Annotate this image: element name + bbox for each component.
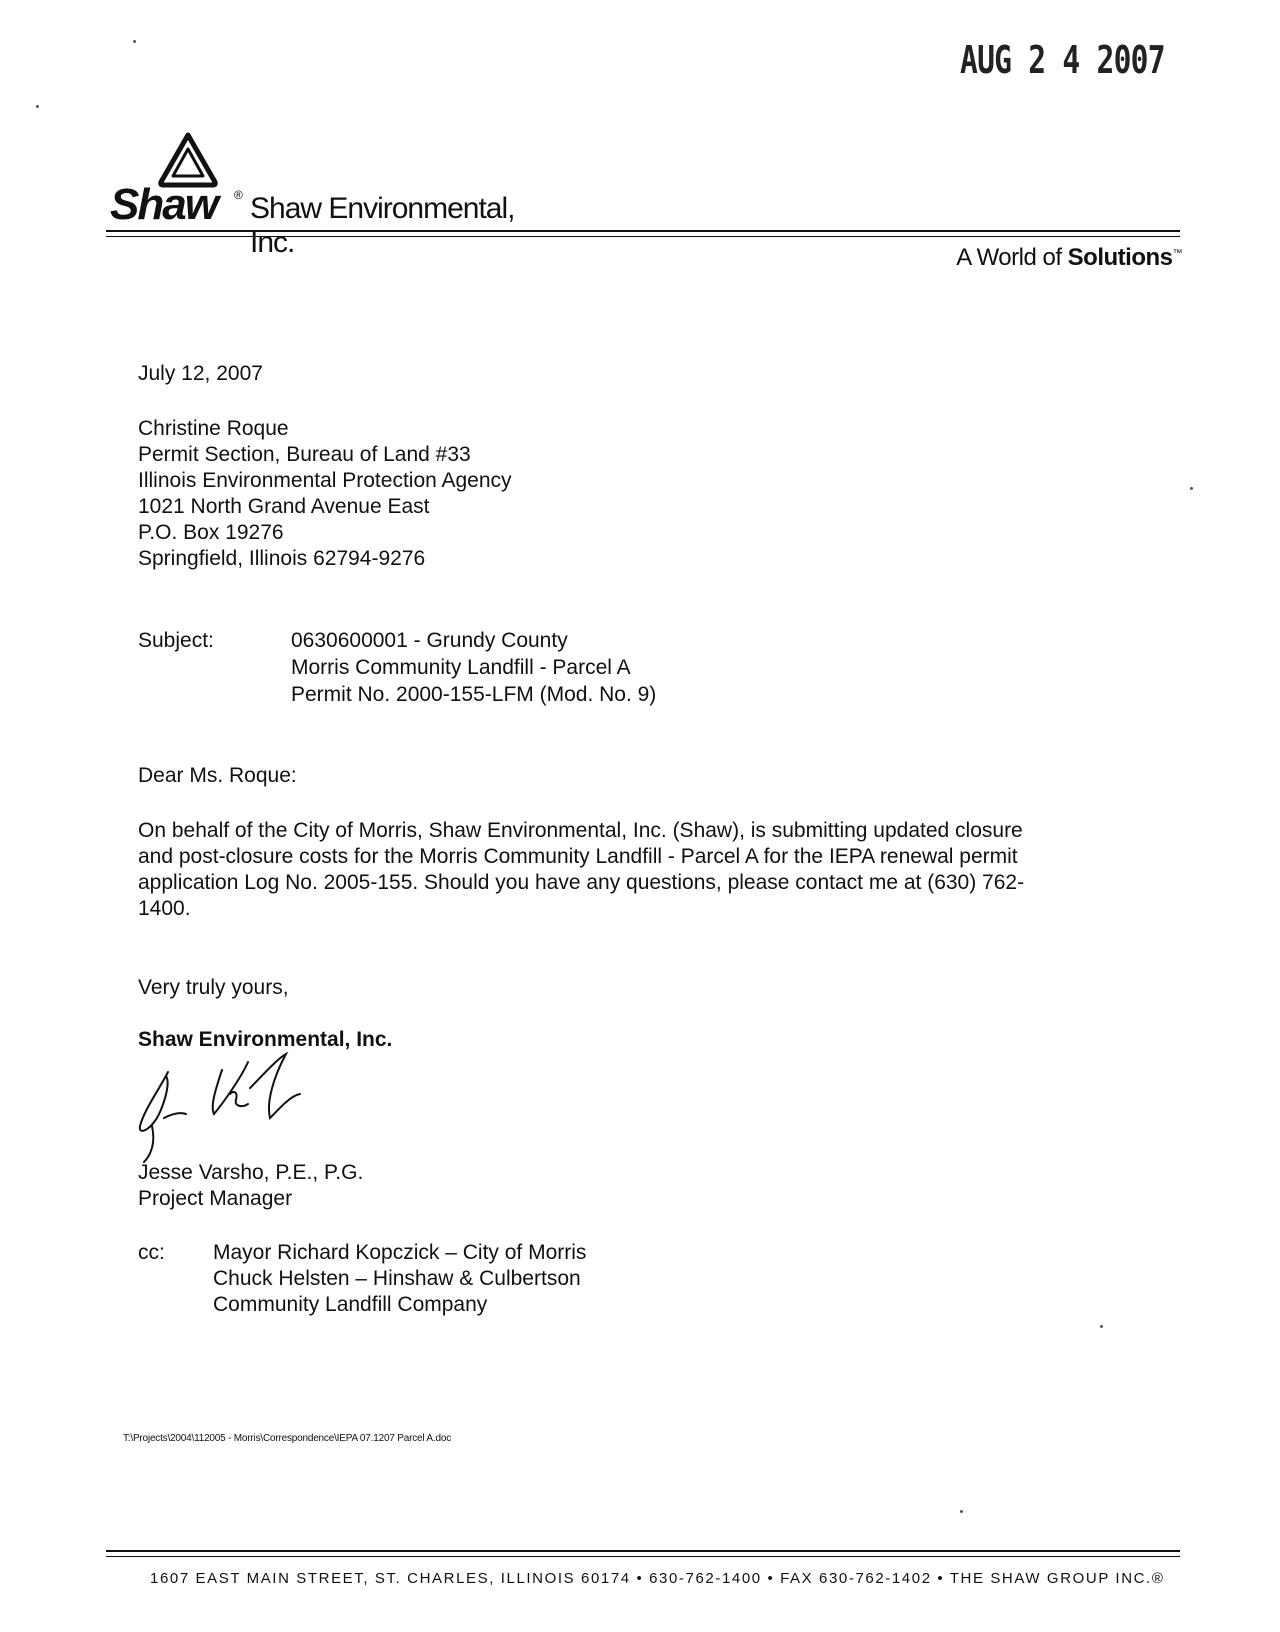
tagline-bold: Solutions — [1067, 244, 1173, 271]
header-rule-bottom — [106, 236, 1180, 237]
subject-line: Morris Community Landfill - Parcel A — [291, 656, 631, 679]
letter-date: July 12, 2007 — [138, 362, 263, 385]
brand-wordmark: Shaw — [110, 180, 217, 229]
signer-block — [138, 1160, 363, 1212]
cc-recipient: Community Landfill Company — [213, 1293, 488, 1316]
cc-recipient: Chuck Helsten – Hinshaw & Culbertson — [213, 1267, 581, 1290]
body-line: and post-closure costs for the Morris Community Landfill - Parcel A for the IEPA renewal permit — [138, 845, 1018, 868]
cc-label: cc: — [138, 1241, 165, 1264]
recipient-line: Springfield, Illinois 62794-9276 — [138, 547, 426, 570]
tagline — [956, 244, 1182, 272]
cc-list — [213, 1240, 586, 1318]
footer-address: 1607 EAST MAIN STREET, ST. CHARLES, ILLINOIS 60174 • 630-762-1400 • FAX 630-762-1402 • THE SHAW GROUP INC.® — [150, 1570, 1165, 1587]
received-date-stamp: AUG 2 4 2007 — [960, 38, 1165, 82]
recipient-line: Christine Roque — [138, 417, 289, 440]
recipient-address — [138, 416, 512, 572]
closing: Very truly yours, — [138, 976, 289, 999]
scan-speck — [36, 105, 39, 108]
recipient-line: P.O. Box 19276 — [138, 521, 284, 544]
scan-speck — [133, 40, 136, 43]
scan-speck — [960, 1510, 963, 1513]
recipient-line: Illinois Environmental Protection Agency — [138, 469, 512, 492]
subject-lines — [291, 628, 656, 709]
scan-speck — [1100, 1325, 1103, 1328]
signer-title: Project Manager — [138, 1187, 293, 1210]
footer-rule-bottom — [106, 1556, 1180, 1557]
footer-rule-top — [106, 1550, 1180, 1552]
tagline-prefix: A World of — [956, 244, 1068, 271]
body-line: On behalf of the City of Morris, Shaw Environmental, Inc. (Shaw), is submitting updated closure — [138, 819, 1023, 842]
recipient-line: 1021 North Grand Avenue East — [138, 495, 430, 518]
subject-line: 0630600001 - Grundy County — [291, 629, 568, 652]
salutation: Dear Ms. Roque: — [138, 764, 297, 787]
signer-name: Jesse Varsho, P.E., P.G. — [138, 1161, 364, 1184]
sender-company: Shaw Environmental, Inc. — [138, 1028, 393, 1051]
subject-line: Permit No. 2000-155-LFM (Mod. No. 9) — [291, 683, 657, 706]
scan-speck — [1190, 487, 1193, 490]
tagline-trademark: ™ — [1172, 248, 1182, 259]
company-name-header: Shaw Environmental, Inc. — [250, 192, 515, 259]
body-line: application Log No. 2005-155. Should you have any questions, please contact me at (630) 762- — [138, 871, 1025, 894]
recipient-line: Permit Section, Bureau of Land #33 — [138, 443, 471, 466]
header-rule-top — [106, 230, 1180, 232]
cc-recipient: Mayor Richard Kopczick – City of Morris — [213, 1241, 587, 1264]
body-paragraph — [138, 818, 1138, 922]
handwritten-signature — [130, 1048, 340, 1168]
file-path-reference: T:\Projects\2004\112005 - Morris\Correspondence\IEPA 07.1207 Parcel A.doc — [123, 1433, 452, 1444]
body-line: 1400. — [138, 897, 191, 920]
registered-mark: ® — [234, 188, 243, 202]
letterhead-logo — [110, 132, 550, 259]
subject-label: Subject: — [138, 629, 214, 652]
